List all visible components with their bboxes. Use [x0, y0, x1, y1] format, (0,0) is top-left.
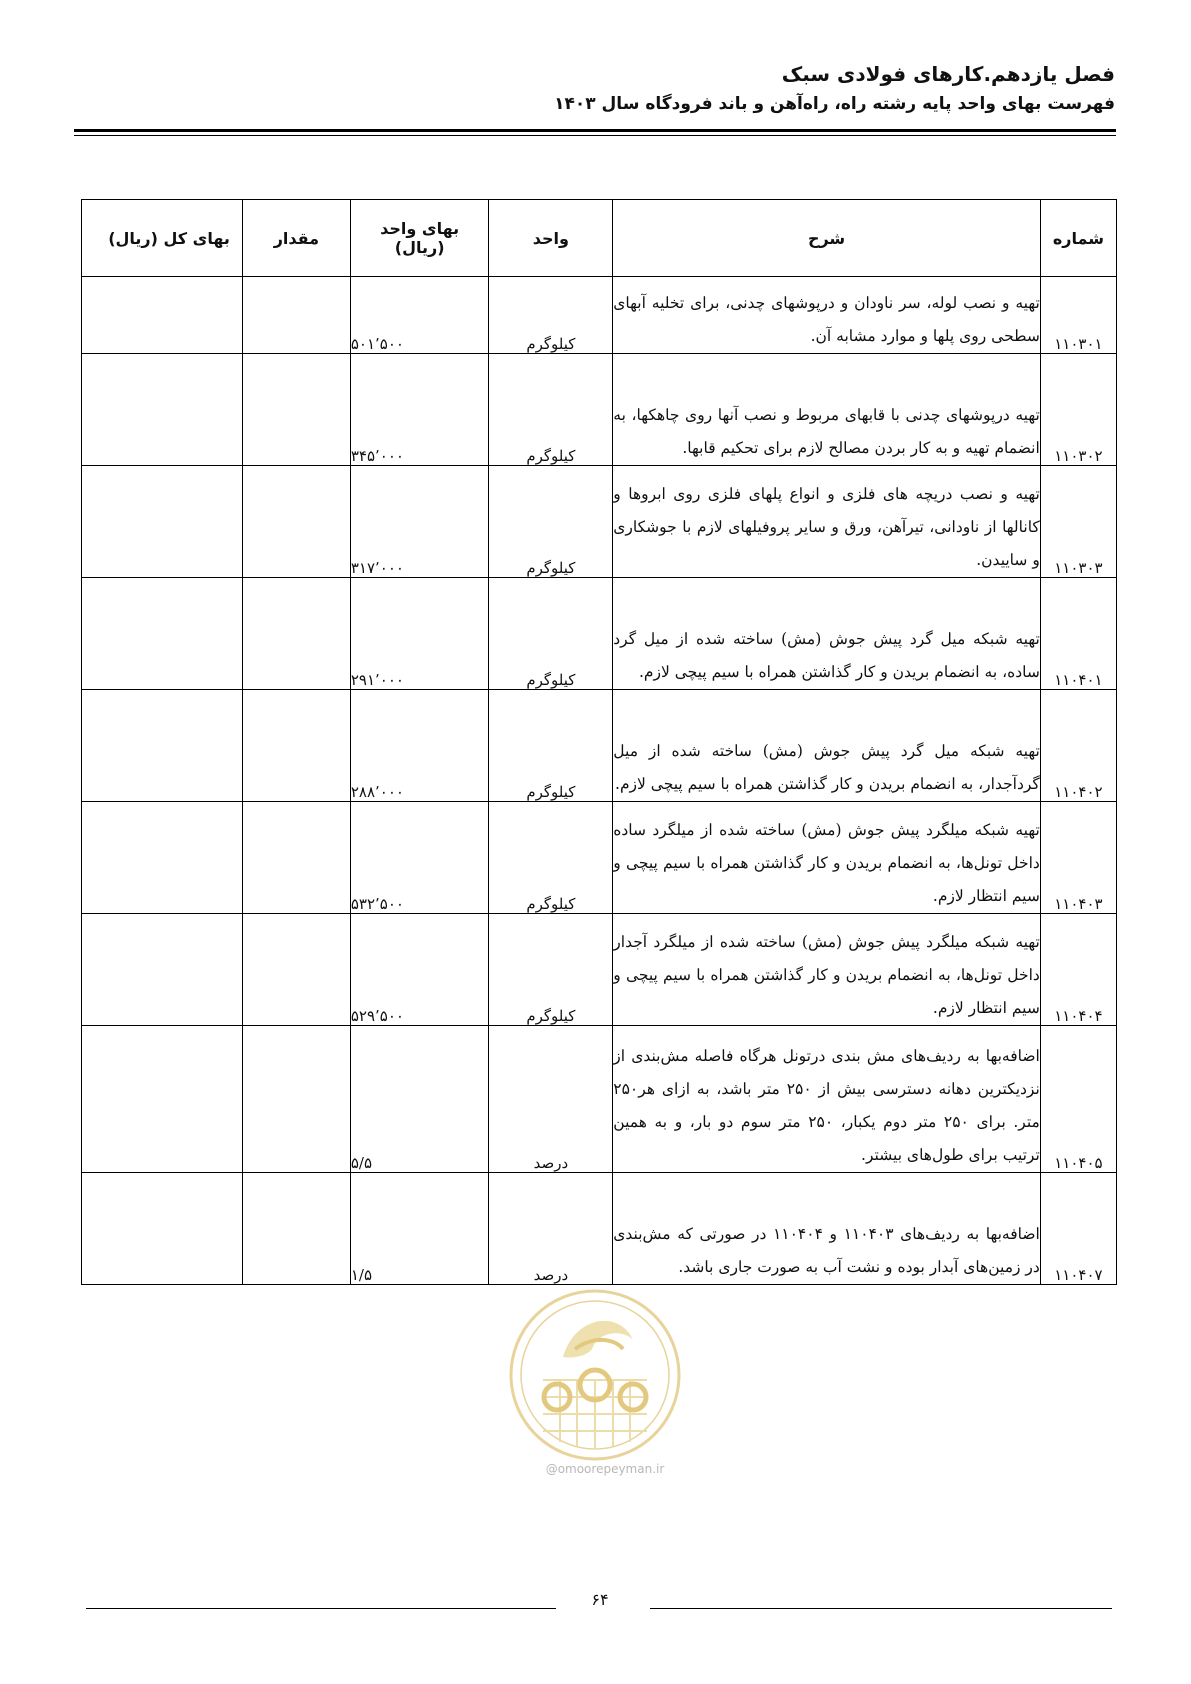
header-description: شرح [613, 200, 1041, 277]
row-total [82, 1173, 243, 1285]
row-total [82, 690, 243, 802]
row-code: ۱۱۰۴۰۴ [1040, 914, 1116, 1026]
row-quantity [242, 1026, 350, 1173]
header-unit-price-currency: (ریال) [394, 238, 445, 257]
footer-rule-right [650, 1608, 1112, 1609]
row-unit: کیلوگرم [489, 277, 613, 354]
price-list-title: فهرست بهای واحد پایه رشته راه، راه‌آهن و باند فرودگاه سال ۱۴۰۳ [554, 94, 1115, 114]
row-total [82, 578, 243, 690]
row-quantity [242, 466, 350, 578]
row-code: ۱۱۰۳۰۲ [1040, 354, 1116, 466]
row-description: تهیه و نصب دریچه های فلزی و انواع پلهای فلزی روی ابروها و کانالها از ناودانی، تیرآهن، ورق و سایر پروفیلهای لازم با جوشکاری و ساییدن. [613, 466, 1041, 578]
row-code: ۱۱۰۳۰۱ [1040, 277, 1116, 354]
header-unit: واحد [489, 200, 613, 277]
row-unit-price: ۳۴۵٬۰۰۰ [350, 354, 489, 466]
row-unit-price: ۱/۵ [350, 1173, 489, 1285]
table-row [82, 354, 1117, 466]
row-quantity [242, 277, 350, 354]
row-description: تهیه درپوشهای چدنی با قابهای مربوط و نصب آنها روی چاهکها، به انضمام تهیه و به کار بردن مصالح لازم برای تحکیم قابها. [613, 354, 1041, 466]
row-unit-price: ۲۸۸٬۰۰۰ [350, 690, 489, 802]
row-unit-price: ۵۲۹٬۵۰۰ [350, 914, 489, 1026]
table-row [82, 914, 1117, 1026]
row-description: تهیه شبکه میلگرد پیش جوش (مش) ساخته شده از میلگرد ساده داخل تونل‌ها، به انضمام بریدن و کار گذاشتن همراه با سیم پیچی و سیم انتظار لازم. [613, 802, 1041, 914]
header-unit-price [350, 200, 489, 277]
row-code: ۱۱۰۳۰۳ [1040, 466, 1116, 578]
row-quantity [242, 1173, 350, 1285]
table-row [82, 1026, 1117, 1173]
row-quantity [242, 690, 350, 802]
table-row [82, 466, 1117, 578]
row-total [82, 914, 243, 1026]
row-unit: کیلوگرم [489, 578, 613, 690]
row-unit: کیلوگرم [489, 914, 613, 1026]
table-row [82, 1173, 1117, 1285]
row-description: تهیه شبکه میل گرد پیش جوش (مش) ساخته شده از میل گردآجدار، به انضمام بریدن و کار گذاشتن همراه با سیم پیچی لازم. [613, 690, 1041, 802]
row-unit: درصد [489, 1026, 613, 1173]
page-header [75, 60, 1115, 120]
page-number: ۶۴ [591, 1590, 609, 1609]
table-row [82, 690, 1117, 802]
row-total [82, 277, 243, 354]
row-quantity [242, 914, 350, 1026]
table-row [82, 578, 1117, 690]
row-description: تهیه شبکه میل گرد پیش جوش (مش) ساخته شده از میل گرد ساده، به انضمام بریدن و کار گذاشتن همراه با سیم پیچی لازم. [613, 578, 1041, 690]
price-table [81, 199, 1117, 1285]
watermark-logo [505, 1285, 685, 1465]
row-code: ۱۱۰۴۰۵ [1040, 1026, 1116, 1173]
header-rule-thick [74, 129, 1116, 132]
row-unit-price: ۲۹۱٬۰۰۰ [350, 578, 489, 690]
row-quantity [242, 802, 350, 914]
row-code: ۱۱۰۴۰۲ [1040, 690, 1116, 802]
row-quantity [242, 578, 350, 690]
row-total [82, 466, 243, 578]
row-unit: کیلوگرم [489, 354, 613, 466]
row-code: ۱۱۰۴۰۷ [1040, 1173, 1116, 1285]
row-unit-price: ۵۰۱٬۵۰۰ [350, 277, 489, 354]
row-unit-price: ۳۱۷٬۰۰۰ [350, 466, 489, 578]
row-total [82, 802, 243, 914]
row-total [82, 354, 243, 466]
row-unit-price: ۵/۵ [350, 1026, 489, 1173]
table-header-row [82, 200, 1117, 277]
row-unit: کیلوگرم [489, 466, 613, 578]
row-description: اضافه‌بها به ردیف‌های ۱۱۰۴۰۳ و ۱۱۰۴۰۴ در صورتی که مش‌بندی در زمین‌های آبدار بوده و نشت آب به صورت جاری باشد. [613, 1173, 1041, 1285]
table-row [82, 277, 1117, 354]
watermark-url: @omoorepeyman.ir [545, 1462, 665, 1476]
row-description: تهیه شبکه میلگرد پیش جوش (مش) ساخته شده از میلگرد آجدار داخل تونل‌ها، به انضمام بریدن و کار گذاشتن همراه با سیم پیچی و سیم انتظار لازم. [613, 914, 1041, 1026]
table-row [82, 802, 1117, 914]
row-total [82, 1026, 243, 1173]
row-unit: کیلوگرم [489, 802, 613, 914]
header-quantity: مقدار [242, 200, 350, 277]
chapter-title: فصل یازدهم.کارهای فولادی سبک [781, 62, 1115, 86]
row-unit-price: ۵۳۲٬۵۰۰ [350, 802, 489, 914]
row-unit: کیلوگرم [489, 690, 613, 802]
row-code: ۱۱۰۴۰۱ [1040, 578, 1116, 690]
header-rule-thin [74, 135, 1116, 136]
header-unit-price-label: بهای واحد [380, 219, 460, 238]
row-unit: درصد [489, 1173, 613, 1285]
row-quantity [242, 354, 350, 466]
header-code: شماره [1040, 200, 1116, 277]
row-code: ۱۱۰۴۰۳ [1040, 802, 1116, 914]
footer-rule-left [86, 1608, 556, 1609]
header-total: بهای کل (ریال) [82, 200, 243, 277]
row-description: اضافه‌بها به ردیف‌های مش بندی درتونل هرگاه فاصله مش‌بندی از نزدیکترین دهانه دسترسی بیش از ۲۵۰ متر باشد، به ازای هر۲۵۰ متر. برای ۲۵۰ متر دوم یکبار، ۲۵۰ متر سوم دو بار، و به همین ترتیب برای طول‌های بیشتر. [613, 1026, 1041, 1173]
row-description: تهیه و نصب لوله، سر ناودان و درپوشهای چدنی، برای تخلیه آبهای سطحی روی پلها و موارد مشابه آن. [613, 277, 1041, 354]
